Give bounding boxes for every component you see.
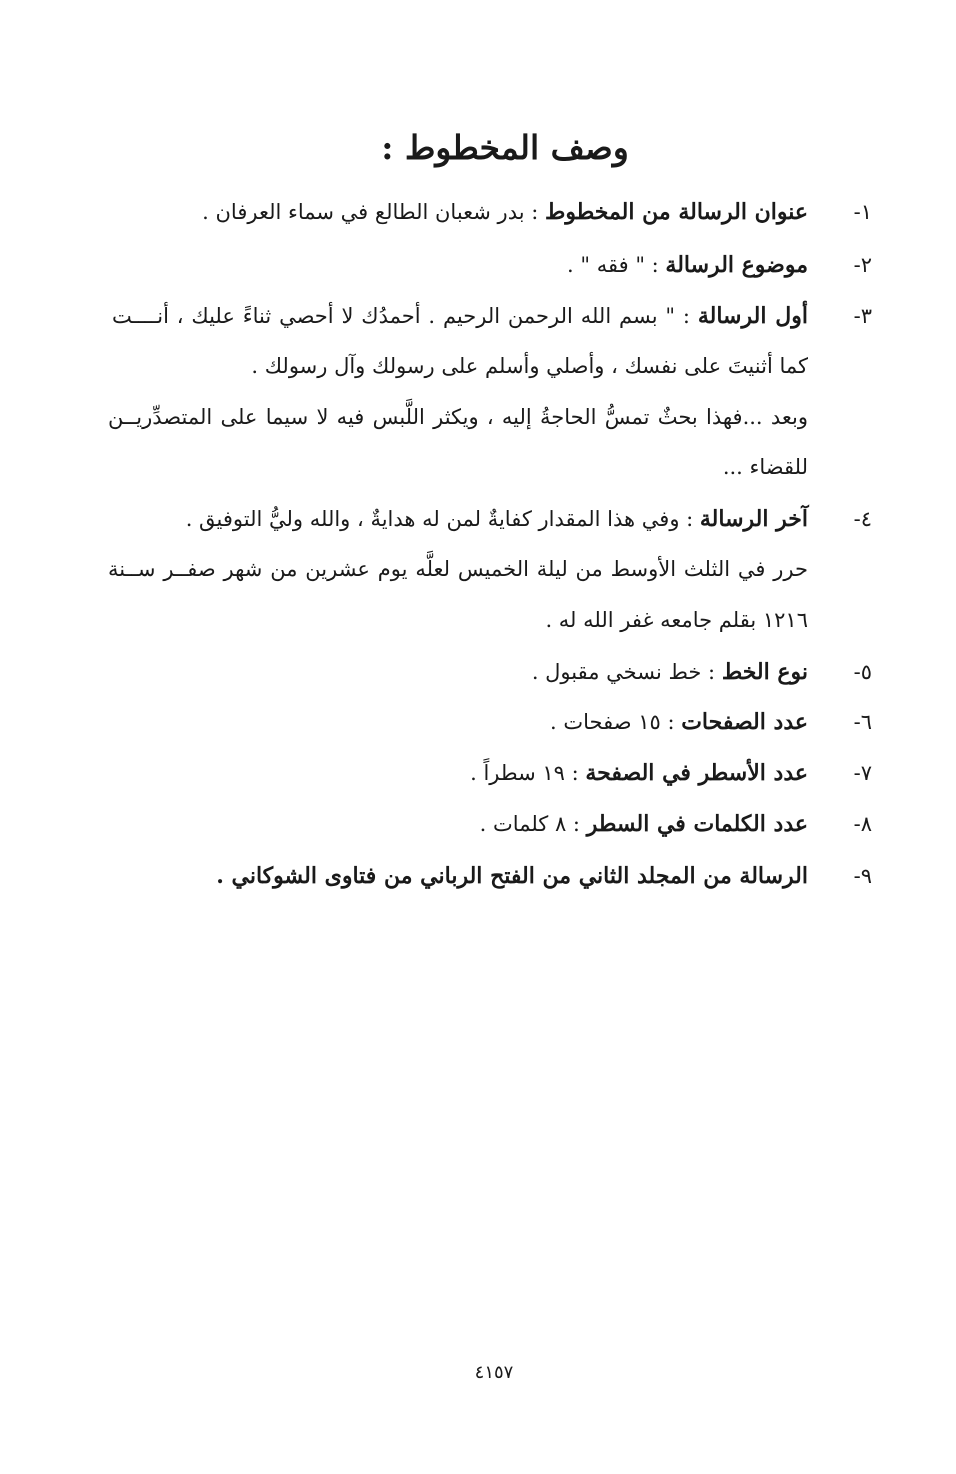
item-label: آخر الرسالة bbox=[699, 506, 808, 532]
item-label: عدد الكلمات في السطر bbox=[586, 811, 808, 837]
list-item bbox=[112, 696, 872, 748]
list-item bbox=[112, 290, 872, 342]
item-text: : " بسم الله الرحمن الرحيم . أحمدُك لا أحصي ثناءً عليك ، أنــــت bbox=[112, 304, 698, 328]
item-number: ٤- bbox=[853, 507, 872, 531]
item-number: ٧- bbox=[853, 761, 872, 785]
item-number: ٦- bbox=[853, 710, 872, 734]
list-item bbox=[112, 798, 872, 850]
item-label: عدد الأسطر في الصفحة bbox=[585, 760, 808, 786]
item-4-continuation-1: حرر في الثلث الأوسط من ليلة الخميس لعلَّه يوم عشرين من شهر صفــر ســنة bbox=[108, 557, 808, 581]
item-label: الرسالة من المجلد الثاني من الفتح الرباني من فتاوى الشوكاني . bbox=[216, 863, 808, 889]
list-item bbox=[112, 493, 872, 545]
list-item bbox=[112, 850, 872, 902]
item-text: : ٨ كلمات . bbox=[479, 812, 587, 836]
item-text: : ١٥ صفحات . bbox=[550, 710, 682, 734]
list-item bbox=[112, 747, 872, 799]
item-number: ٣- bbox=[853, 304, 872, 328]
item-number: ٥- bbox=[853, 660, 872, 684]
list-item bbox=[112, 186, 872, 238]
item-number: ٨- bbox=[853, 812, 872, 836]
item-text: : ١٩ سطراً . bbox=[470, 761, 586, 785]
item-label: نوع الخط bbox=[721, 659, 808, 685]
list-item bbox=[112, 239, 872, 291]
item-3-continuation-1: كما أثنيتَ على نفسك ، وأصلي وأسلم على رسولك وآل رسولك . bbox=[251, 354, 808, 378]
item-text: : " فقه " . bbox=[567, 253, 666, 277]
item-number: ١- bbox=[853, 200, 872, 224]
item-text: : وفي هذا المقدار كفايةٌ لمن له هدايةٌ ، والله وليُّ التوفيق . bbox=[185, 507, 700, 531]
item-number: ٢- bbox=[853, 253, 872, 277]
item-number: ٩- bbox=[853, 864, 872, 888]
item-text: : خط نسخي مقبول . bbox=[531, 660, 722, 684]
item-3-continuation-2: وبعد ...فهذا بحثٌ تمسُّ الحاجةُ إليه ، ويكثر اللَّبس فيه لا سيما على المتصدِّريــن bbox=[108, 405, 808, 429]
page-title: وصف المخطوط : bbox=[381, 128, 629, 167]
item-3-continuation-3: للقضاء ... bbox=[722, 455, 808, 479]
item-text: : بدر شعبان الطالع في سماء العرفان . bbox=[202, 200, 545, 224]
item-label: موضوع الرسالة bbox=[665, 252, 808, 278]
page-number: ٤١٥٧ bbox=[474, 1362, 514, 1383]
item-4-continuation-2: ١٢١٦ بقلم جامعه غفر الله له . bbox=[545, 608, 808, 632]
list-item bbox=[112, 646, 872, 698]
item-label: أول الرسالة bbox=[697, 303, 809, 329]
item-label: عدد الصفحات bbox=[681, 709, 808, 735]
item-label: عنوان الرسالة من المخطوط bbox=[545, 199, 808, 225]
